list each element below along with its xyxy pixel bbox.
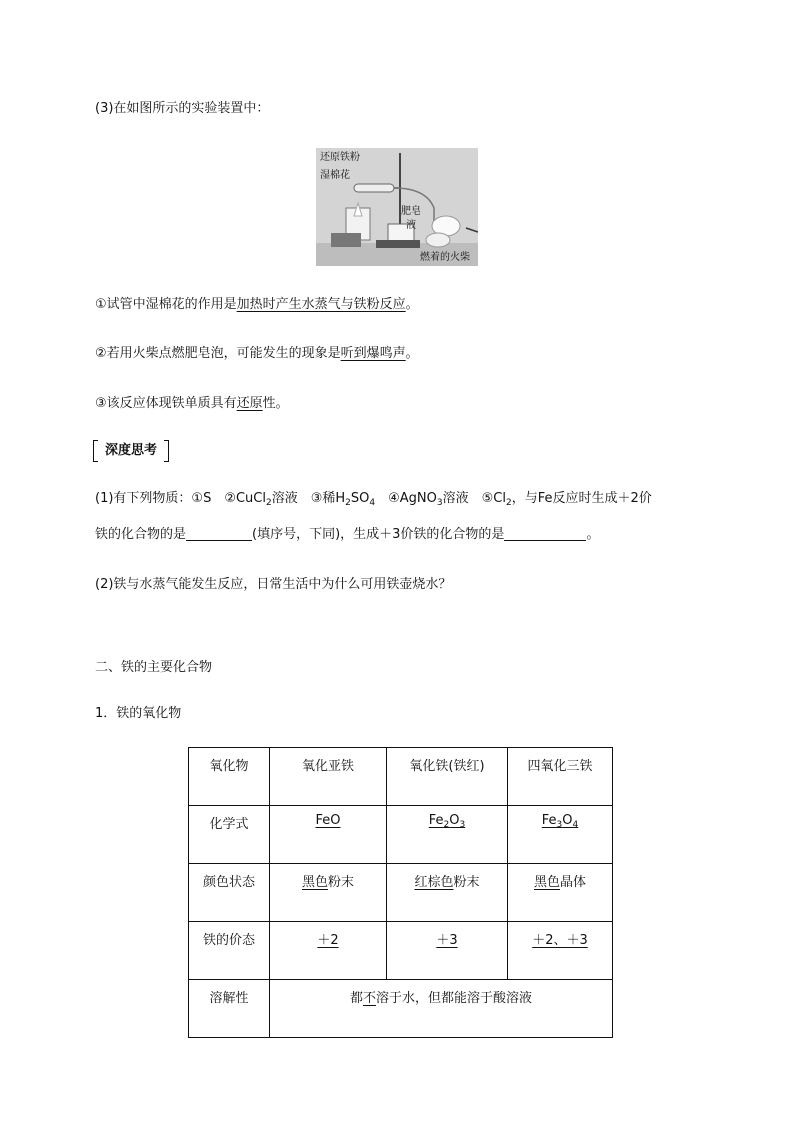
- table-row: [189, 748, 613, 806]
- table-cell: 黑色粉末: [270, 864, 387, 922]
- label-soap: 肥皂: [401, 206, 421, 217]
- table-cell: 红棕色粉末: [387, 864, 508, 922]
- iron-oxides-table: [188, 747, 613, 1038]
- label-burning-match: 燃着的火柴: [420, 252, 470, 263]
- table-cell: ＋3: [387, 922, 508, 980]
- row-label: 化学式: [189, 806, 270, 864]
- intro-text: (3)在如图所示的实验装置中：: [95, 101, 270, 116]
- row-label: 溶解性: [189, 980, 270, 1038]
- row-label: 铁的价态: [189, 922, 270, 980]
- question-1: ①试管中湿棉花的作用是加热时产生水蒸气与铁粉反应。: [95, 297, 419, 312]
- think-question-1-line2: 铁的化合物的是 (填序号，下同)，生成＋3价铁的化合物的是 。: [95, 527, 600, 542]
- header-cell: 氧化物: [189, 748, 270, 806]
- answer-3: 还原: [236, 396, 263, 411]
- think-question-1: (1)有下列物质：①S ②CuCl$_2$溶液 ③稀$H_2SO_4$ ④AgNO$_3$溶液 $⑤Cl_2$，与Fe反应时生成＋2价: [95, 491, 652, 508]
- table-row: [189, 922, 613, 980]
- table-cell: ＋2、＋3: [508, 922, 613, 980]
- table-cell: 都不溶于水，但都能溶于酸溶液: [270, 980, 613, 1038]
- table-cell: $Fe_2O_3$: [387, 806, 508, 864]
- header-cell: 四氧化三铁: [508, 748, 613, 806]
- table-row: [189, 864, 613, 922]
- row-label: 颜色状态: [189, 864, 270, 922]
- apparatus-figure: [316, 148, 478, 266]
- section-2-title: 二、铁的主要化合物: [95, 660, 213, 675]
- label-iron-powder: 还原铁粉: [320, 152, 360, 163]
- answer-2: 听到爆鸣声: [340, 346, 406, 361]
- blank-fill-2[interactable]: [504, 526, 586, 541]
- header-cell: 氧化亚铁: [270, 748, 387, 806]
- think-question-2: (2)铁与水蒸气能发生反应，日常生活中为什么可用铁壶烧水？: [95, 577, 452, 592]
- table-cell: $Fe_3O_4$: [508, 806, 613, 864]
- answer-1: 加热时产生水蒸气与铁粉反应: [236, 297, 406, 312]
- question-2: ②若用火柴点燃肥皂泡，可能发生的现象是听到爆鸣声。: [95, 346, 419, 361]
- table-row: [189, 980, 613, 1038]
- question-3: ③该反应体现铁单质具有还原性。: [95, 396, 289, 411]
- blank-fill-1[interactable]: [186, 526, 252, 541]
- table-cell: ＋2: [270, 922, 387, 980]
- header-cell: 氧化铁(铁红): [387, 748, 508, 806]
- label-soap-liquid: 液: [406, 220, 416, 231]
- label-wet-cotton: 湿棉花: [320, 170, 350, 181]
- deep-thinking-heading: 深度思考: [93, 440, 169, 462]
- subsection-1-title: 1．铁的氧化物: [95, 706, 182, 721]
- table-row: [189, 806, 613, 864]
- table-cell: FeO: [270, 806, 387, 864]
- table-cell: 黑色晶体: [508, 864, 613, 922]
- apparatus-drawing: [316, 148, 478, 266]
